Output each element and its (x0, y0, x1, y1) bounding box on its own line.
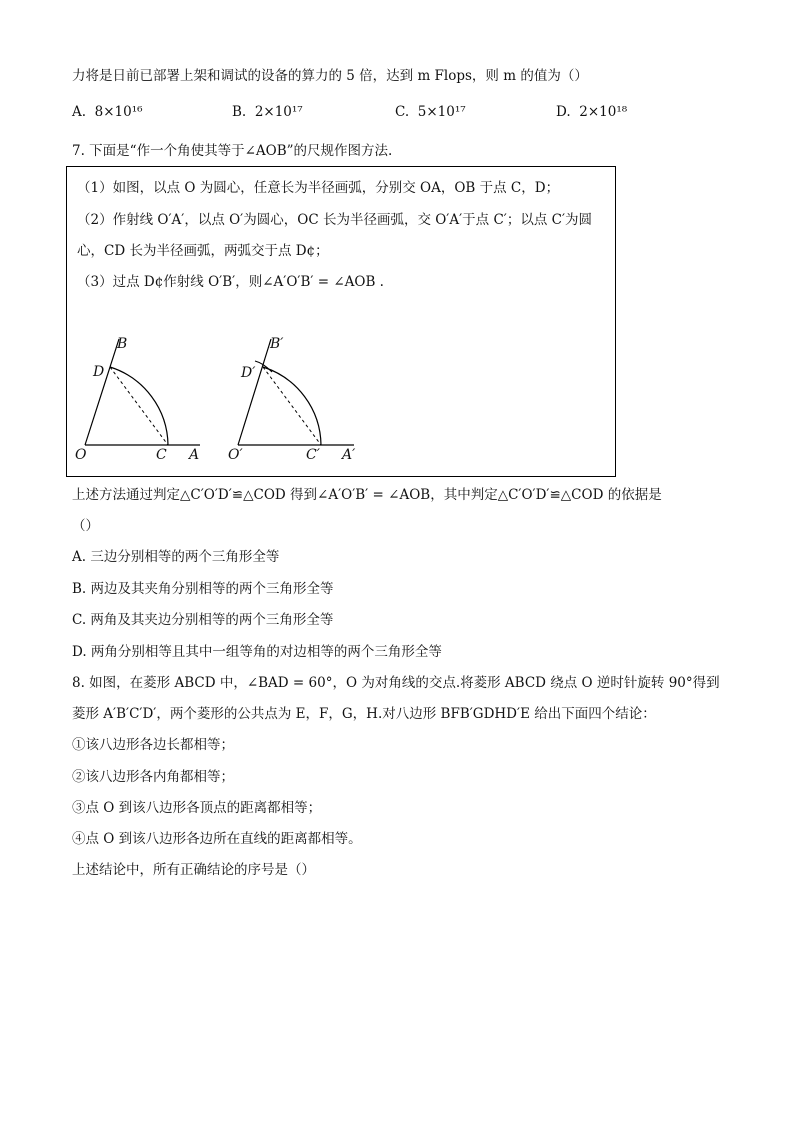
q8-conclusion-4: ④点 O 到该八边形各边所在直线的距离都相等。 (72, 831, 362, 847)
q6-option-b: B. 2×10¹⁷ (232, 104, 303, 120)
label-c-prime: C′ (306, 447, 320, 463)
q7-option-c: C. 两角及其夹边分别相等的两个三角形全等 (72, 612, 334, 628)
q7-step-1: （1）如图，以点 O 为圆心，任意长为半径画弧，分别交 OA，OB 于点 C，D； (77, 180, 560, 196)
q6-option-d: D. 2×10¹⁸ (556, 104, 628, 120)
q7-step-2: （2）作射线 O′A′，以点 O′为圆心，OC 长为半径画弧，交 O′A′于点 C′；以点 C′为圆 (77, 212, 593, 228)
q8-conclusion-2: ②该八边形各内角都相等； (72, 769, 234, 785)
figure-1 (75, 336, 200, 463)
q6-stem: 力将是日前已部署上架和调试的设备的算力的 5 倍，达到 m Flops，则 m 的值为（） (72, 68, 588, 84)
label-o-prime: O′ (228, 447, 243, 463)
q7-step-2-cont: 心，CD 长为半径画弧，两弧交于点 D¢； (77, 243, 329, 259)
q7-answer-paren: （） (72, 518, 99, 534)
q7-option-d: D. 两角分别相等且其中一组等角的对边相等的两个三角形全等 (72, 644, 442, 660)
q7-construction-box (66, 166, 616, 477)
q7-conclusion: 上述方法通过判定△C′O′D′≌△COD 得到∠A′O′B′ = ∠AOB，其中判定△C′O′D′≌△COD 的依据是 (72, 487, 662, 503)
label-a-prime: A′ (342, 447, 356, 463)
q7-title: 7. 下面是“作一个角使其等于∠AOB”的尺规作图方法. (72, 143, 393, 159)
label-a: A (189, 447, 200, 463)
label-d: D (93, 364, 105, 380)
q6-option-a: A. 8×10¹⁶ (72, 104, 143, 120)
q7-figures (67, 167, 615, 476)
q8-stem-line-1: 8. 如图，在菱形 ABCD 中，∠BAD = 60°，O 为对角线的交点.将菱形 ABCD 绕点 O 逆时针旋转 90°得到 (72, 675, 720, 691)
label-o: O (75, 447, 87, 463)
label-c: C (156, 447, 167, 463)
q8-conclusion-1: ①该八边形各边长都相等； (72, 737, 234, 753)
label-d-prime: D′ (241, 365, 256, 381)
q8-conclusion-3: ③点 O 到该八边形各顶点的距离都相等； (72, 800, 322, 816)
q7-option-b: B. 两边及其夹角分别相等的两个三角形全等 (72, 581, 334, 597)
label-b-prime: B′ (270, 336, 284, 352)
label-b: B (117, 336, 128, 352)
q6-option-c: C. 5×10¹⁷ (395, 104, 466, 120)
q8-stem-line-2: 菱形 A′B′C′D′，两个菱形的公共点为 E，F，G，H.对八边形 BFB′GDHD′E 给出下面四个结论： (72, 706, 656, 722)
figure-2 (228, 336, 356, 463)
q7-option-a: A. 三边分别相等的两个三角形全等 (72, 549, 280, 565)
q7-step-3: （3）过点 D¢作射线 O′B′，则∠A′O′B′ = ∠AOB . (77, 274, 384, 290)
q8-question: 上述结论中，所有正确结论的序号是（） (72, 862, 315, 878)
